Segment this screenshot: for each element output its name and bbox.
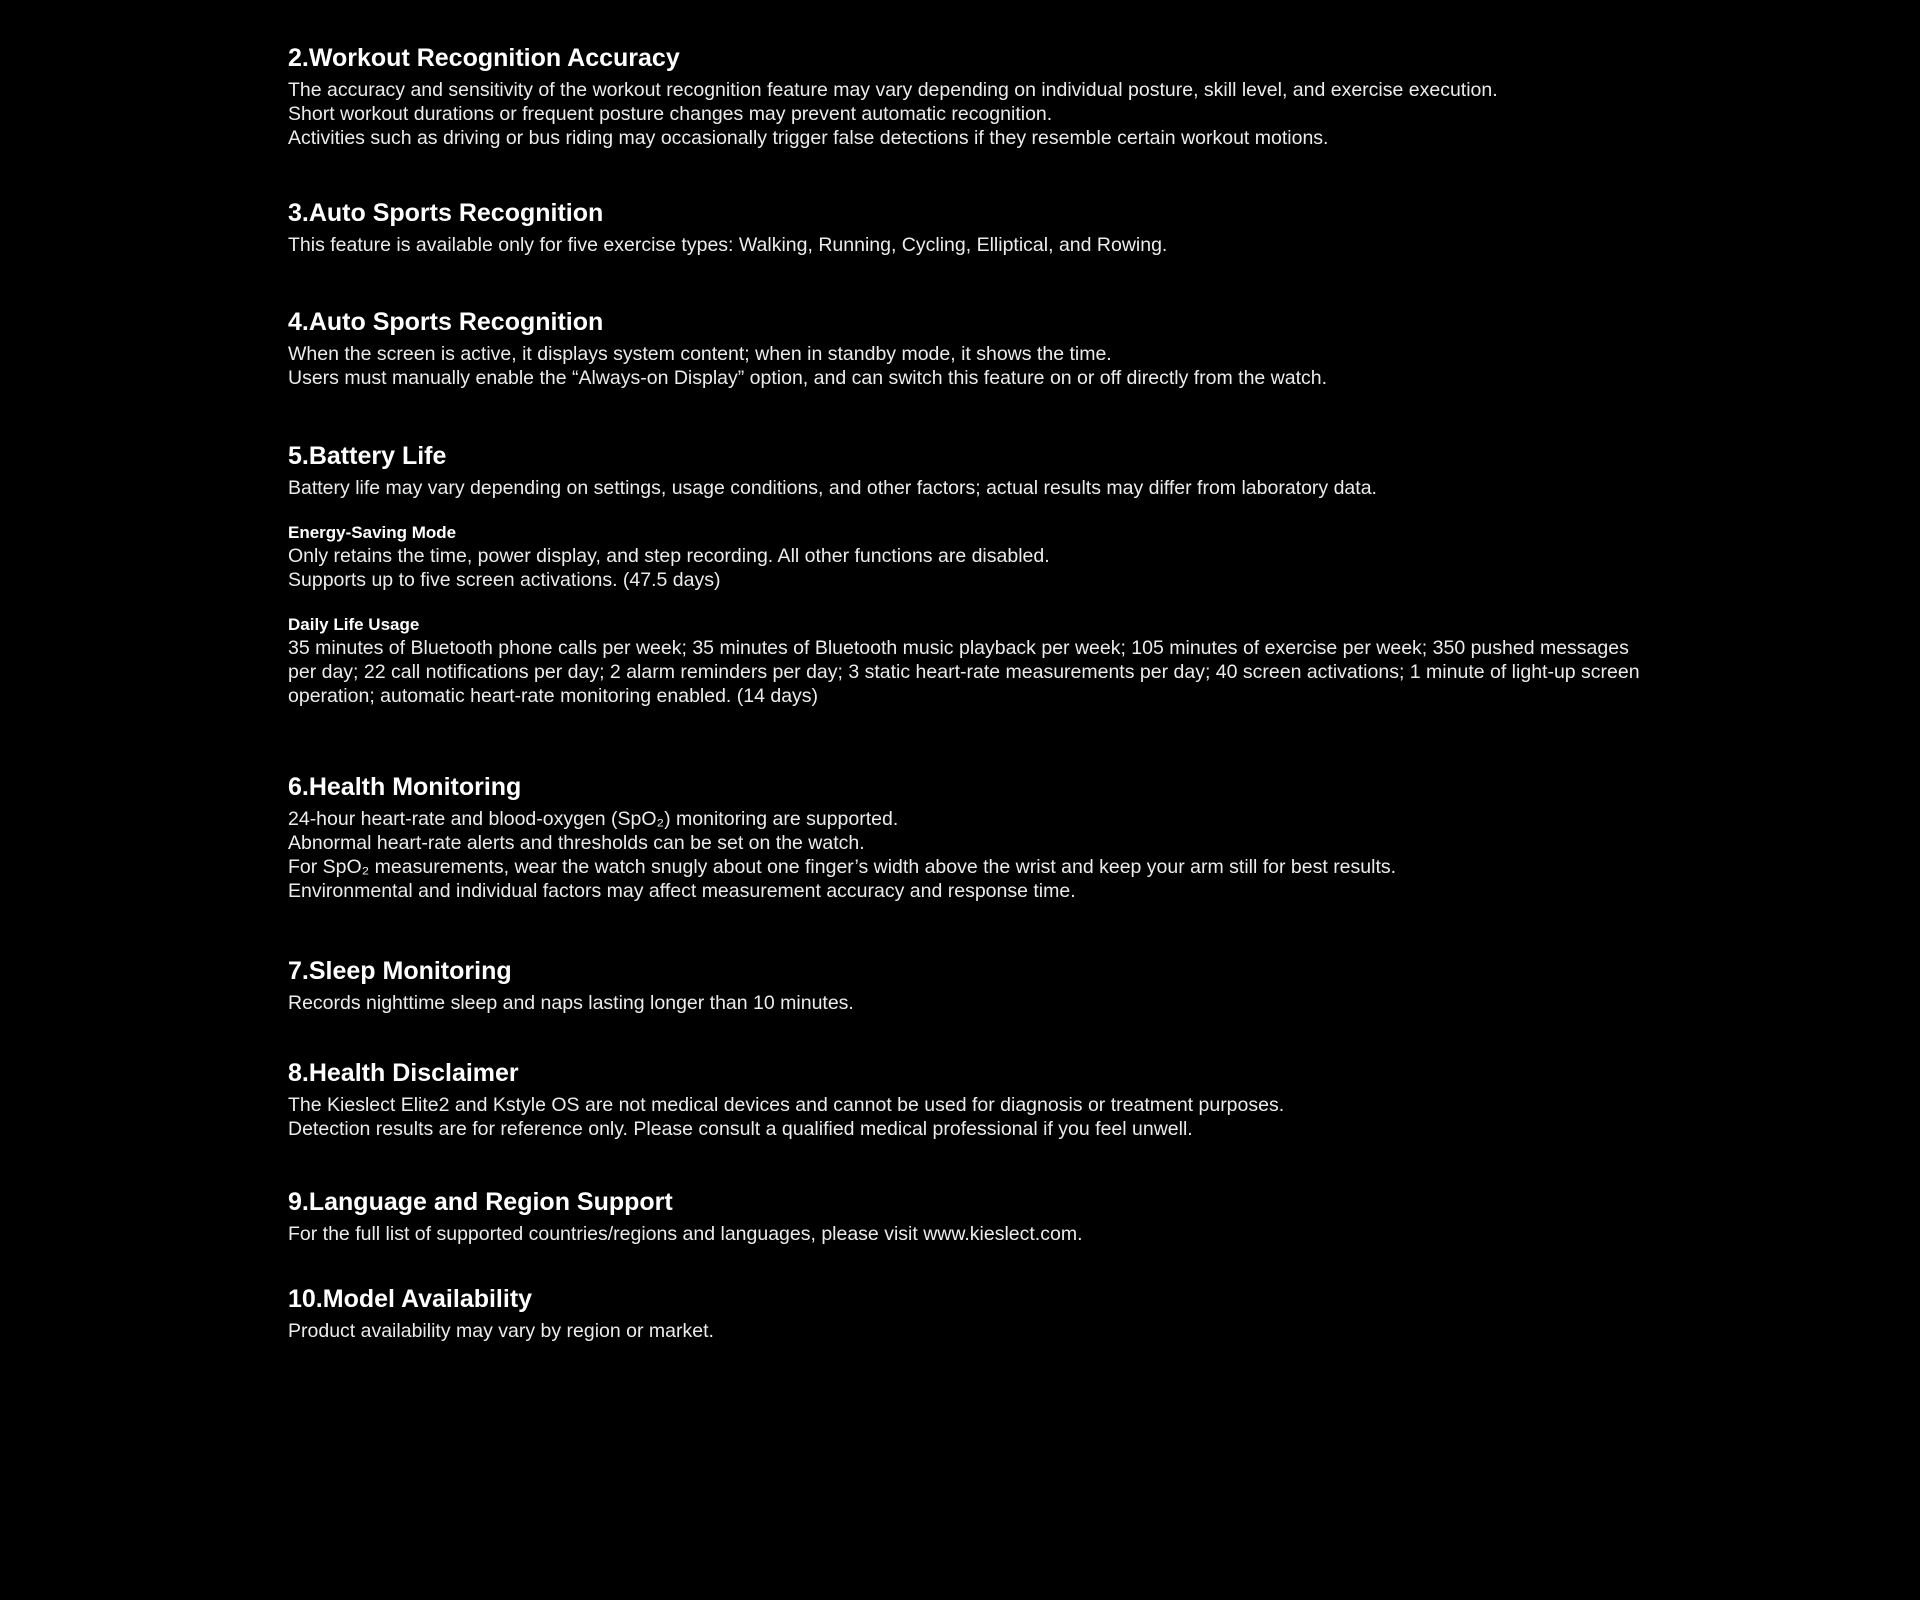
paragraph-line: Environmental and individual factors may affect measurement accuracy and response time. [288,880,1076,902]
paragraph-line: For SpO₂ measurements, wear the watch snugly about one finger’s width above the wrist and keep your arm still for best results. [288,856,1397,878]
section-title: 5.Battery Life [288,442,447,470]
paragraph-line: Short workout durations or frequent posture changes may prevent automatic recognition. [288,103,1053,125]
paragraph-text: 35 minutes of Bluetooth phone calls per week; 35 minutes of Bluetooth music playback per week; 105 minutes of exercise per week; 350 pushed messages per day; 22 call notifications per day; 2 alarm reminders per day; 3 static heart-rate measurements per day; 40 screen activations; 1 minute of light-up screen operation; automatic heart-rate monitoring enabled. (14 days) [288,637,1640,707]
section-title: 6.Health Monitoring [288,773,522,801]
section-auto-sports-recognition [288,195,1688,257]
subsection-title: Energy-Saving Mode [288,523,457,542]
section-language-region-support [288,1184,1688,1246]
paragraph-line: Records nighttime sleep and naps lasting longer than 10 minutes. [288,992,854,1014]
paragraph-line: Abnormal heart-rate alerts and thresholds can be set on the watch. [288,832,865,854]
paragraph-line: This feature is available only for five exercise types: Walking, Running, Cycling, Elliptical, and Rowing. [288,234,1168,256]
section-title: 8.Health Disclaimer [288,1059,519,1087]
paragraph-line: Battery life may vary depending on settings, usage conditions, and other factors; actual results may differ from laboratory data. [288,477,1377,499]
paragraph-line: The Kieslect Elite2 and Kstyle OS are not medical devices and cannot be used for diagnosis or treatment purposes. [288,1094,1285,1116]
section-model-availability [288,1281,1688,1343]
section-battery-life [288,438,1688,708]
paragraph-line: Only retains the time, power display, and step recording. All other functions are disabled. [288,545,1050,567]
paragraph-line: 24-hour heart-rate and blood-oxygen (SpO₂) monitoring are supported. [288,808,899,830]
section-title: 3.Auto Sports Recognition [288,199,604,227]
paragraph-line: For the full list of supported countries/regions and languages, please visit www.kieslect.com. [288,1223,1083,1245]
section-title: 7.Sleep Monitoring [288,957,512,985]
section-title: 2.Workout Recognition Accuracy [288,44,680,72]
section-sleep-monitoring [288,953,1688,1015]
section-health-disclaimer [288,1055,1688,1141]
paragraph-line: Supports up to five screen activations. (47.5 days) [288,569,721,591]
section-title: 9.Language and Region Support [288,1188,673,1216]
section-title: 4.Auto Sports Recognition [288,308,604,336]
paragraph-line: The accuracy and sensitivity of the workout recognition feature may vary depending on individual posture, skill level, and exercise execution. [288,79,1498,101]
subsection-energy-saving-mode [288,522,1688,592]
section-health-monitoring [288,769,1688,903]
section-workout-recognition [288,40,1688,150]
section-auto-sports-recognition-display [288,304,1688,390]
paragraph-line: When the screen is active, it displays system content; when in standby mode, it shows the time. [288,343,1112,365]
paragraph-line: Users must manually enable the “Always-on Display” option, and can switch this feature on or off directly from the watch. [288,367,1328,389]
paragraph-line: Product availability may vary by region or market. [288,1320,714,1342]
subsection-title: Daily Life Usage [288,615,420,634]
subsection-daily-life-usage [288,614,1688,708]
section-title: 10.Model Availability [288,1285,533,1313]
paragraph-line: Activities such as driving or bus riding may occasionally trigger false detections if they resemble certain workout motions. [288,127,1329,149]
paragraph-line: Detection results are for reference only. Please consult a qualified medical professional if you feel unwell. [288,1118,1193,1140]
